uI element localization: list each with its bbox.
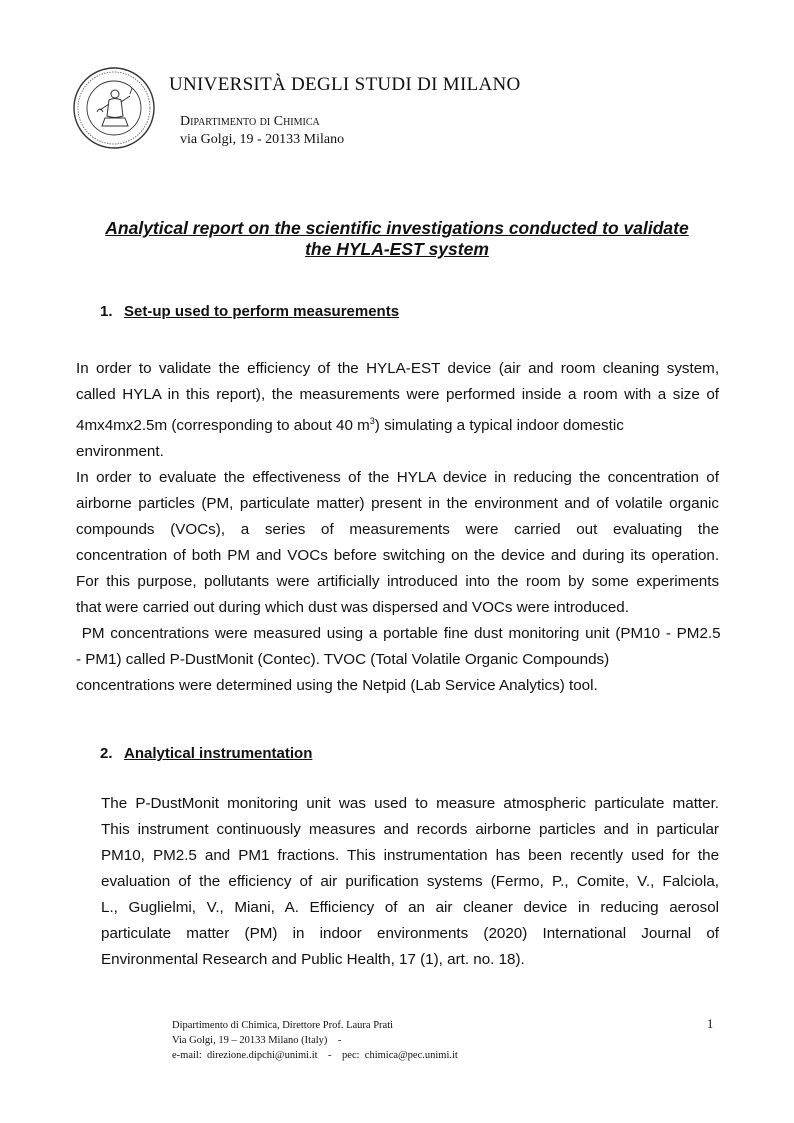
section-1-body xyxy=(76,356,719,699)
paragraph-1 xyxy=(76,356,719,465)
title-line-1: Analytical report on the scientific investigations conducted to validate xyxy=(105,218,689,238)
section-1-heading xyxy=(100,303,399,320)
university-seal-icon xyxy=(72,66,156,150)
text-line: particulate matter (PM) in indoor environments (2020) International Journal of xyxy=(101,925,719,942)
paragraph-3 xyxy=(76,621,719,699)
text-line: The P-DustMonit monitoring unit was used to measure atmospheric particulate matter. xyxy=(101,795,720,812)
text-line: PM10, PM2.5 and PM1 fractions. This instrumentation has been recently used for the xyxy=(101,847,720,864)
text-line xyxy=(76,408,719,439)
page-footer xyxy=(172,1018,458,1063)
text-line: that were carried out during which dust was dispersed and VOCs were introduced. xyxy=(76,599,629,617)
page-number: 1 xyxy=(707,1017,714,1031)
text-line: environment. xyxy=(76,443,164,461)
section-2-body xyxy=(101,791,719,973)
superscript: 3 xyxy=(369,416,375,426)
paragraph-2 xyxy=(76,465,719,621)
footer-line-2: Via Golgi, 19 – 20133 Milano (Italy) - xyxy=(172,1035,342,1046)
report-title xyxy=(70,218,724,260)
text-line: called HYLA in this report), the measurements were performed inside a room with a size of xyxy=(76,386,720,403)
university-name: UNIVERSITÀ DEGLI STUDI DI MILANO xyxy=(169,74,521,95)
text-fragment: 4mx4mx2.5m (corresponding to about 40 m xyxy=(76,417,370,435)
footer-line-1: Dipartimento di Chimica, Direttore Prof. Laura Prati xyxy=(172,1020,394,1031)
department-name: Dipartimento di Chimica xyxy=(180,114,320,129)
text-line: Environmental Research and Public Health, 17 (1), art. no. 18). xyxy=(101,951,525,968)
department-address: via Golgi, 19 - 20133 Milano xyxy=(180,132,345,147)
text-line: PM concentrations were measured using a portable fine dust monitoring unit (PM10 - PM2.5 xyxy=(76,625,721,643)
footer-line-3: e-mail: direzione.dipchi@unimi.it - pec: chimica@pec.unimi.it xyxy=(172,1050,458,1061)
text-line: L., Guglielmi, V., Miani, A. Efficiency of an air cleaner device in reducing aerosol xyxy=(101,899,720,916)
text-line: concentrations were determined using the Netpid (Lab Service Analytics) tool. xyxy=(76,677,598,695)
section-2-heading xyxy=(100,745,312,762)
text-fragment: ) simulating a typical indoor domestic xyxy=(374,417,624,435)
text-line: evaluation of the efficiency of air purification systems (Fermo, P., Comite, V., Falciola, xyxy=(101,873,719,890)
section-2-number: 2. xyxy=(100,745,113,762)
text-line: For this purpose, pollutants were artificially introduced into the room by some experiments xyxy=(76,573,720,591)
text-line: This instrument continuously measures and records airborne particles and in particular xyxy=(101,821,719,838)
section-2-label: Analytical instrumentation xyxy=(124,745,313,762)
text-line: - PM1) called P-DustMonit (Contec). TVOC (Total Volatile Organic Compounds) xyxy=(76,651,610,669)
section-1-number: 1. xyxy=(100,303,113,320)
text-line: In order to validate the efficiency of the HYLA-EST device (air and room cleaning system, xyxy=(76,360,720,377)
title-line-2: the HYLA-EST system xyxy=(305,239,489,259)
text-line: concentration of both PM and VOCs before switching on the device and during its operation. xyxy=(76,547,720,565)
text-line: In order to evaluate the effectiveness of the HYLA device in reducing the concentration of xyxy=(76,469,719,487)
text-fragment xyxy=(76,408,624,439)
section-1-label: Set-up used to perform measurements xyxy=(124,303,400,320)
text-line: airborne particles (PM, particulate matter) present in the environment and of volatile organic xyxy=(76,495,719,513)
text-line: compounds (VOCs), a series of measurements were carried out evaluating the xyxy=(76,521,720,539)
